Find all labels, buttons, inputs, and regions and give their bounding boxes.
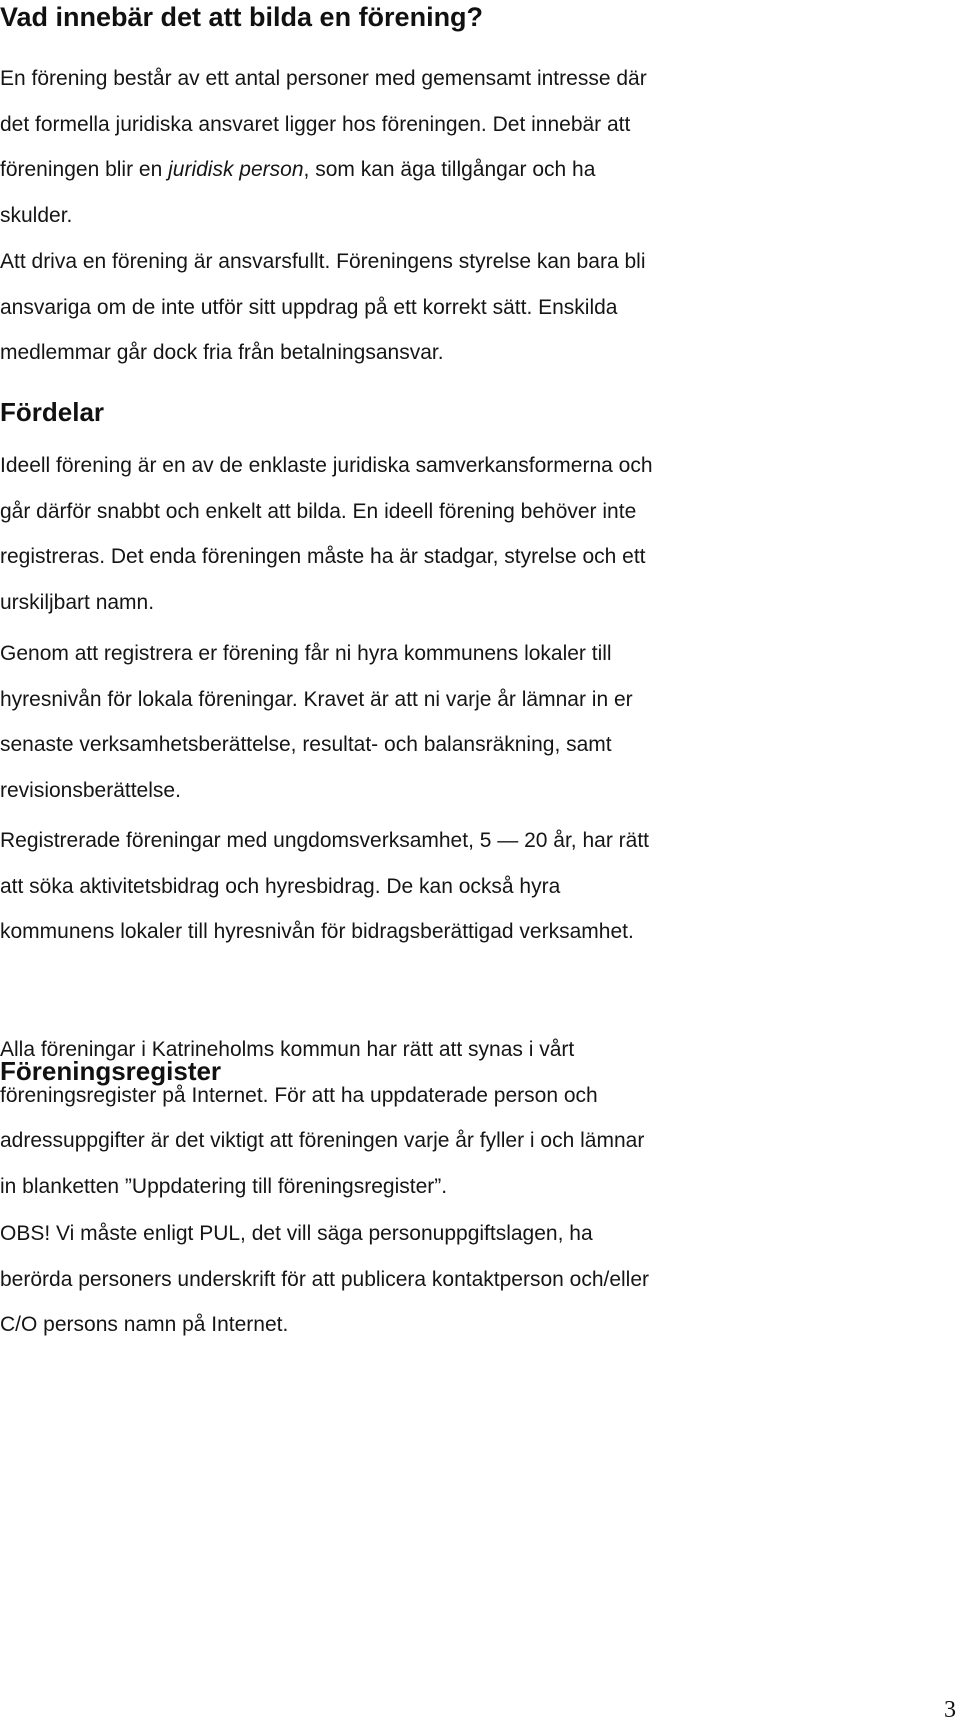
text-span: föreningen blir en	[0, 158, 169, 181]
fordelar-heading: Fördelar	[0, 397, 105, 427]
text-span: , som kan äga tillgångar och ha	[303, 158, 596, 181]
fordelar-paragraph-3	[0, 818, 820, 955]
register-paragraph-2	[0, 1211, 820, 1348]
text-line: OBS! Vi måste enligt PUL, det vill säga personuppgiftslagen, ha	[0, 1222, 593, 1245]
text-line: in blanketten ”Uppdatering till föreningsregister”.	[0, 1174, 448, 1198]
page-title: Vad innebär det att bilda en förening?	[0, 2, 484, 32]
register-paragraph-1	[0, 1027, 820, 1209]
text-line: senaste verksamhetsberättelse, resultat- och balansräkning, samt	[0, 733, 612, 756]
text-line: revisionsberättelse.	[0, 778, 181, 802]
text-line: Ideell förening är en av de enklaste juridiska samverkansformerna och	[0, 454, 653, 477]
text-line: föreningsregister på Internet. För att ha uppdaterade person och	[0, 1083, 598, 1107]
text-line: En förening består av ett antal personer med gemensamt intresse där	[0, 67, 647, 90]
page-number: 3	[944, 1697, 956, 1723]
intro-paragraph	[0, 56, 820, 238]
text-line: medlemmar går dock fria från betalningsansvar.	[0, 341, 444, 364]
text-line: berörda personers underskrift för att publicera kontaktperson och/eller	[0, 1267, 650, 1291]
text-line: registreras. Det enda föreningen måste ha är stadgar, styrelse och ett	[0, 545, 646, 568]
text-line: Att driva en förening är ansvarsfullt. Föreningens styrelse kan bara bli	[0, 250, 646, 273]
text-line: hyresnivån för lokala föreningar. Kravet är att ni varje år lämnar in er	[0, 687, 633, 711]
text-line: skulder.	[0, 203, 73, 227]
text-line	[0, 147, 820, 193]
text-line: ansvariga om de inte utför sitt uppdrag på ett korrekt sätt. Enskilda	[0, 295, 618, 319]
text-line: adressuppgifter är det viktigt att föreningen varje år fyller i och lämnar	[0, 1129, 645, 1152]
text-line: Alla föreningar i Katrineholms kommun har rätt att synas i vårt	[0, 1038, 575, 1061]
responsibility-paragraph	[0, 239, 820, 376]
text-line: Registrerade föreningar med ungdomsverksamhet, 5 — 20 år, har rätt	[0, 829, 649, 852]
text-line: kommunens lokaler till hyresnivån för bidragsberättigad verksamhet.	[0, 920, 634, 943]
juridisk-person-term: juridisk person	[168, 158, 304, 181]
fordelar-paragraph-2	[0, 631, 820, 813]
text-line: går därför snabbt och enkelt att bilda. En ideell förening behöver inte	[0, 499, 637, 523]
text-line: Genom att registrera er förening får ni hyra kommunens lokaler till	[0, 642, 612, 665]
text-line: att söka aktivitetsbidrag och hyresbidrag. De kan också hyra	[0, 874, 561, 898]
text-line: det formella juridiska ansvaret ligger hos föreningen. Det innebär att	[0, 112, 631, 136]
foreningsregister-heading: Föreningsregister	[0, 1056, 222, 1086]
text-line: urskiljbart namn.	[0, 590, 155, 614]
text-line: C/O persons namn på Internet.	[0, 1313, 289, 1336]
fordelar-paragraph-1	[0, 443, 820, 625]
